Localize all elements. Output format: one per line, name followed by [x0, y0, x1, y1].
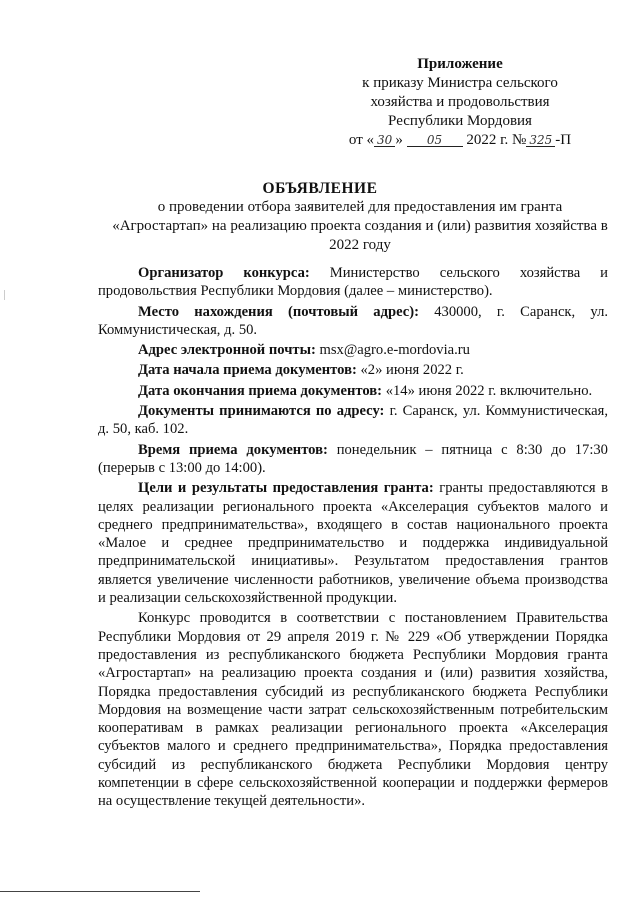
documents-address-label: Документы принимаются по адресу: [138, 403, 385, 420]
organizer-label: Организатор конкурса: [138, 265, 310, 281]
end-date-value: «14» июня 2022 г. включительно. [385, 382, 593, 399]
email-label: Адрес электронной почты: [138, 342, 316, 359]
order-prefix: от « [348, 132, 375, 148]
footnote-separator [0, 891, 200, 892]
location-value: 430000, г. Саранск, ул. Коммунистическая, д. 50. [98, 303, 608, 338]
goals-label: Цели и результаты предоставления гранта: [138, 480, 434, 497]
documents-address-value: г. Саранск, ул. Коммунистическая, д. 50, каб. 102. [98, 403, 608, 438]
documents-address-paragraph [98, 402, 608, 439]
email-paragraph [98, 341, 608, 359]
order-mid: » [395, 132, 403, 148]
end-date-paragraph [98, 382, 608, 400]
email-value: msx@agro.e-mordovia.ru [319, 342, 470, 359]
order-day-handwritten: 30 [374, 134, 395, 147]
announcement-body [98, 264, 608, 813]
reception-time-label: Время приема документов: [138, 441, 328, 458]
start-date-value: «2» июня 2022 г. [360, 362, 464, 379]
end-date-label: Дата окончания приема документов: [138, 382, 383, 399]
order-month-handwritten: 05 [407, 134, 463, 147]
announcement-subtitle: о проведении отбора заявителей для предоставления им гранта «Агростартап» на реализацию проекта создания и (или) развития хозяйства в 2022 году [112, 199, 608, 253]
order-reference [330, 131, 590, 150]
location-label: Место нахождения (почтовый адрес): [138, 303, 419, 320]
start-date-label: Дата начала приема документов: [138, 362, 357, 379]
appendix-line-3: Республики Мордовия [388, 113, 532, 129]
order-year: 2022 г. № [466, 132, 527, 148]
margin-mark [4, 290, 5, 300]
organizer-paragraph [98, 264, 608, 301]
order-number-handwritten: 325 [526, 134, 555, 147]
reception-time-value: понедельник – пятница с 8:30 до 17:30 (перерыв с 13:00 до 14:00). [98, 441, 608, 476]
closing-paragraph: Конкурс проводится в соответствии с постановлением Правительства Республики Мордовия от 29 апреля 2019 г. № 229 «Об утверждении Порядка предоставления из республиканского бюджета Республики Мордовия гранта «Агростартап» на реализацию проекта создания и (или) развития хозяйства, Порядка предоставления субсидий из республиканского бюджета Республики Мордовия на возмещение части затрат сельскохозяйственным потребительским кооперативам в рамках реализации регионального проекта «Акселерация субъектов малого и среднего предпринимательства», Порядка предоставления субсидий из республиканского бюджета Республики Мордовия центру компетенции в сфере сельскохозяйственной кооперации и поддержки фермеров на осуществление текущей деятельности». [98, 610, 608, 810]
appendix-line-2: хозяйства и продовольствия [370, 94, 550, 110]
start-date-paragraph [98, 361, 608, 379]
goals-value: гранты предоставляются в целях реализации регионального проекта «Акселерация субъектов малого и среднего предпринимательства», входящего в состав национального проекта «Малое и среднее предпринимательство и поддержка индивидуальной предпринимательской инициативы». Результатом предоставления грантов является увеличение численности работников, увеличение объема производства и реализации сельскохозяйственной продукции. [98, 480, 608, 607]
reception-time-paragraph [98, 441, 608, 478]
appendix-line-1: к приказу Министра сельского [362, 75, 558, 91]
goals-paragraph [98, 479, 608, 607]
appendix-block [330, 55, 590, 150]
location-paragraph [98, 303, 608, 340]
order-suffix: -П [555, 132, 572, 148]
organizer-value: Министерство сельского хозяйства и продовольствия Республики Мордовия (далее – министерство). [98, 265, 608, 300]
announcement-title: ОБЪЯВЛЕНИЕ [262, 180, 378, 197]
appendix-title: Приложение [417, 56, 503, 72]
